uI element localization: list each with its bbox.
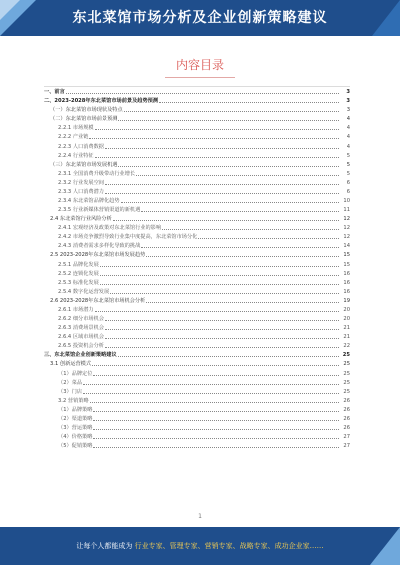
toc-leader-dots [118, 166, 339, 167]
toc-entry-page: 27 [343, 434, 350, 441]
toc-entry[interactable] [44, 196, 350, 205]
toc-entry-page: 5 [346, 161, 350, 168]
toc-entry-label: 2.5.1 品牌化发展 [58, 261, 99, 268]
toc-entry-label: 2.5.4 数字化运营发展 [58, 288, 110, 295]
toc-entry-label: （1）品牌定位 [58, 370, 93, 377]
toc-entry-label: （2）菜品 [58, 379, 83, 386]
toc-entry-label: 2.2.2 产业链 [58, 134, 89, 141]
toc-entry-page: 12 [343, 225, 350, 232]
toc-entry-label: 2.6.5 投资机会分析 [58, 343, 104, 350]
toc-entry-label: 2.4.2 市场竞争激烈导致行业集中度提高，东北菜馆市场分化 [58, 234, 198, 241]
toc-entry-page: 4 [346, 134, 350, 141]
toc-entry-label: （4）价格策略 [58, 434, 93, 441]
toc-leader-dots [83, 384, 339, 385]
toc-leader-dots [105, 320, 339, 321]
toc-entry[interactable] [44, 323, 350, 332]
toc-entry[interactable] [44, 123, 350, 132]
toc-entry-page: 25 [343, 388, 350, 395]
document-title: 东北菜馆市场分析及企业创新策略建议 [72, 10, 328, 26]
toc-entry-page: 3 [346, 98, 350, 105]
toc-leader-dots [95, 129, 339, 130]
toc-leader-dots [105, 347, 339, 348]
toc-entry-label: 2.3.5 行业新媒体营销渠道的新机遇 [58, 207, 141, 214]
toc-leader-dots [105, 148, 339, 149]
toc-entry[interactable] [44, 296, 350, 305]
toc-leader-dots [110, 293, 339, 294]
toc-entry-page: 5 [346, 170, 350, 177]
toc-entry-label: （1）品牌策略 [58, 406, 93, 413]
toc-entry-page: 16 [343, 288, 350, 295]
toc-entry-page: 4 [346, 143, 350, 150]
toc-leader-dots [118, 356, 339, 357]
toc-leader-dots [105, 193, 339, 194]
toc-leader-dots [141, 247, 339, 248]
toc-entry[interactable] [44, 87, 350, 96]
toc-leader-dots [146, 302, 339, 303]
toc-entry-page: 15 [343, 261, 350, 268]
footer-roles: 行业专家、管理专家、营销专家、战略专家、成功企业家…… [134, 542, 324, 550]
toc-entry[interactable] [44, 387, 350, 396]
page-footer [0, 527, 400, 565]
toc-entry-label: 一、前言 [44, 89, 65, 96]
toc-leader-dots [162, 229, 339, 230]
toc-entry-label: 二、2023-2028年东北菜馆市场前景及趋势预测 [44, 98, 159, 105]
toc-entry-page: 15 [343, 252, 350, 259]
toc-heading [0, 56, 400, 78]
toc-entry[interactable] [44, 214, 350, 223]
toc-entry[interactable] [44, 414, 350, 423]
toc-entry[interactable] [44, 432, 350, 441]
toc-leader-dots [105, 329, 339, 330]
toc-entry[interactable] [44, 132, 350, 141]
toc-entry-label: （3）营运策略 [58, 424, 93, 431]
toc-entry-label: 2.4.1 宏观经济及政策对东北菜馆行业的影响 [58, 225, 162, 232]
toc-leader-dots [93, 438, 339, 439]
toc-entry[interactable] [44, 368, 350, 377]
toc-entry-label: 2.3.1 全国消费升级带动行业增长 [58, 170, 136, 177]
toc-entry-page: 16 [343, 279, 350, 286]
toc-entry[interactable] [44, 232, 350, 241]
toc-entry[interactable] [44, 350, 350, 359]
toc-leader-dots [141, 211, 339, 212]
toc-leader-dots [95, 157, 339, 158]
toc-entry-page: 22 [343, 343, 350, 350]
toc-heading-underline [165, 77, 235, 78]
toc-entry[interactable] [44, 332, 350, 341]
toc-leader-dots [89, 138, 339, 139]
toc-entry[interactable] [44, 405, 350, 414]
toc-entry-label: （三）东北菜馆市场发展机遇 [50, 161, 118, 168]
toc-entry[interactable] [44, 178, 350, 187]
toc-leader-dots [159, 102, 339, 103]
toc-entry-label: 2.4 东北菜馆行业风险分析 [50, 216, 112, 223]
toc-entry-page: 26 [343, 415, 350, 422]
toc-leader-dots [100, 266, 339, 267]
toc-entry-page: 20 [343, 316, 350, 323]
toc-entry[interactable] [44, 396, 350, 405]
toc-entry[interactable] [44, 278, 350, 287]
toc-entry-page: 26 [343, 424, 350, 431]
footer-slogan [0, 527, 400, 565]
toc-entry[interactable] [44, 160, 350, 169]
toc-entry[interactable] [44, 205, 350, 214]
toc-entry-label: 2.3.4 东北菜馆品牌化趋势 [58, 198, 120, 205]
toc-entry-page: 25 [343, 361, 350, 368]
toc-entry[interactable] [44, 241, 350, 250]
toc-leader-dots [95, 311, 339, 312]
toc-entry-page: 12 [343, 234, 350, 241]
toc-entry[interactable] [44, 151, 350, 160]
toc-entry-label: 2.2.4 行业特征 [58, 152, 94, 159]
toc-entry[interactable] [44, 314, 350, 323]
toc-entry-page: 27 [343, 443, 350, 450]
toc-entry[interactable] [44, 378, 350, 387]
table-of-contents [44, 86, 350, 511]
toc-entry-label: 2.2.1 市场规模 [58, 125, 94, 132]
toc-entry-label: （2）渠道策略 [58, 415, 93, 422]
toc-entry-label: （一）东北菜馆市场现状及特点 [50, 107, 123, 114]
toc-leader-dots [146, 256, 339, 257]
toc-entry-label: 2.3.3 人口消费潜力 [58, 188, 104, 195]
toc-leader-dots [93, 375, 339, 376]
toc-leader-dots [93, 447, 339, 448]
toc-leader-dots [121, 202, 339, 203]
footer-prefix: 让每个人都能成为 [76, 542, 133, 550]
toc-leader-dots [124, 111, 339, 112]
toc-entry-label: 2.5.2 连锁化发展 [58, 270, 99, 277]
toc-entry-page: 11 [343, 207, 350, 214]
toc-entry-page: 6 [346, 179, 350, 186]
toc-entry-page: 10 [343, 198, 350, 205]
toc-entry-page: 19 [343, 297, 350, 304]
toc-entry-page: 4 [346, 116, 350, 123]
toc-entry[interactable] [44, 187, 350, 196]
toc-entry-page: 14 [343, 243, 350, 250]
toc-entry-page: 25 [342, 352, 350, 359]
toc-leader-dots [92, 365, 339, 366]
toc-entry-page: 12 [343, 216, 350, 223]
toc-entry[interactable] [44, 114, 350, 123]
toc-entry-label: 2.5 2023-2028年东北菜馆市场发展趋势 [50, 252, 146, 259]
toc-entry[interactable] [44, 269, 350, 278]
toc-entry[interactable] [44, 141, 350, 150]
toc-entry-page: 6 [346, 188, 350, 195]
toc-entry-label: 2.6.2 细分市场机会 [58, 316, 104, 323]
toc-entry[interactable] [44, 105, 350, 114]
toc-leader-dots [100, 275, 339, 276]
toc-entry-page: 21 [343, 325, 350, 332]
toc-entry-label: （二）东北菜馆市场前景预测 [50, 116, 118, 123]
toc-entry-label: （5）促销策略 [58, 443, 93, 450]
toc-entry-page: 26 [343, 397, 350, 404]
toc-heading-text: 内容目录 [175, 58, 224, 72]
toc-entry-page: 21 [343, 334, 350, 341]
toc-entry[interactable] [44, 341, 350, 350]
toc-entry[interactable] [44, 423, 350, 432]
page-header [0, 0, 400, 36]
toc-leader-dots [118, 120, 339, 121]
toc-leader-dots [136, 175, 339, 176]
toc-leader-dots [100, 284, 339, 285]
toc-entry-page: 25 [343, 379, 350, 386]
toc-entry[interactable] [44, 441, 350, 450]
toc-entry[interactable] [44, 96, 350, 105]
toc-entry-label: 2.6.3 消费场景机会 [58, 325, 104, 332]
toc-entry-label: （3）门店 [58, 388, 83, 395]
toc-leader-dots [90, 402, 339, 403]
toc-entry-label: 2.5.3 标准化发展 [58, 279, 99, 286]
toc-leader-dots [83, 393, 339, 394]
toc-leader-dots [105, 338, 339, 339]
toc-leader-dots [113, 220, 339, 221]
toc-entry-page: 5 [346, 152, 350, 159]
toc-entry-label: 2.4.3 消费者需求多样化导致的挑战 [58, 243, 141, 250]
toc-entry-page: 25 [343, 370, 350, 377]
toc-leader-dots [66, 93, 339, 94]
toc-entry-label: 2.6.1 市场潜力 [58, 306, 94, 313]
toc-entry[interactable] [44, 259, 350, 268]
toc-entry-page: 4 [346, 125, 350, 132]
toc-entry-page: 3 [346, 107, 350, 114]
toc-entry-page: 20 [343, 306, 350, 313]
toc-entry[interactable] [44, 305, 350, 314]
toc-leader-dots [198, 238, 339, 239]
toc-leader-dots [93, 429, 339, 430]
toc-entry-label: 2.3.2 行业发展空间 [58, 179, 104, 186]
toc-entry[interactable] [44, 359, 350, 368]
toc-entry[interactable] [44, 287, 350, 296]
toc-entry-label: 3.2 营销策略 [58, 397, 89, 404]
toc-entry[interactable] [44, 223, 350, 232]
toc-entry-label: 2.6.4 区域市场机会 [58, 334, 104, 341]
page-number: 1 [198, 513, 202, 520]
toc-entry-label: 2.2.3 人口消费数据 [58, 143, 104, 150]
toc-entry-page: 3 [346, 89, 350, 96]
toc-entry-label: 2.6 2023-2028年东北菜馆市场机会分析 [50, 297, 146, 304]
toc-leader-dots [93, 420, 339, 421]
toc-entry-label: 3.1 创新运营模式 [50, 361, 92, 368]
toc-leader-dots [105, 184, 339, 185]
toc-entry[interactable] [44, 169, 350, 178]
toc-entry-label: 三、东北菜馆企业创新策略建议 [44, 352, 117, 359]
toc-entry[interactable] [44, 250, 350, 259]
toc-entry-page: 26 [343, 406, 350, 413]
toc-entry-page: 16 [343, 270, 350, 277]
toc-leader-dots [93, 411, 339, 412]
